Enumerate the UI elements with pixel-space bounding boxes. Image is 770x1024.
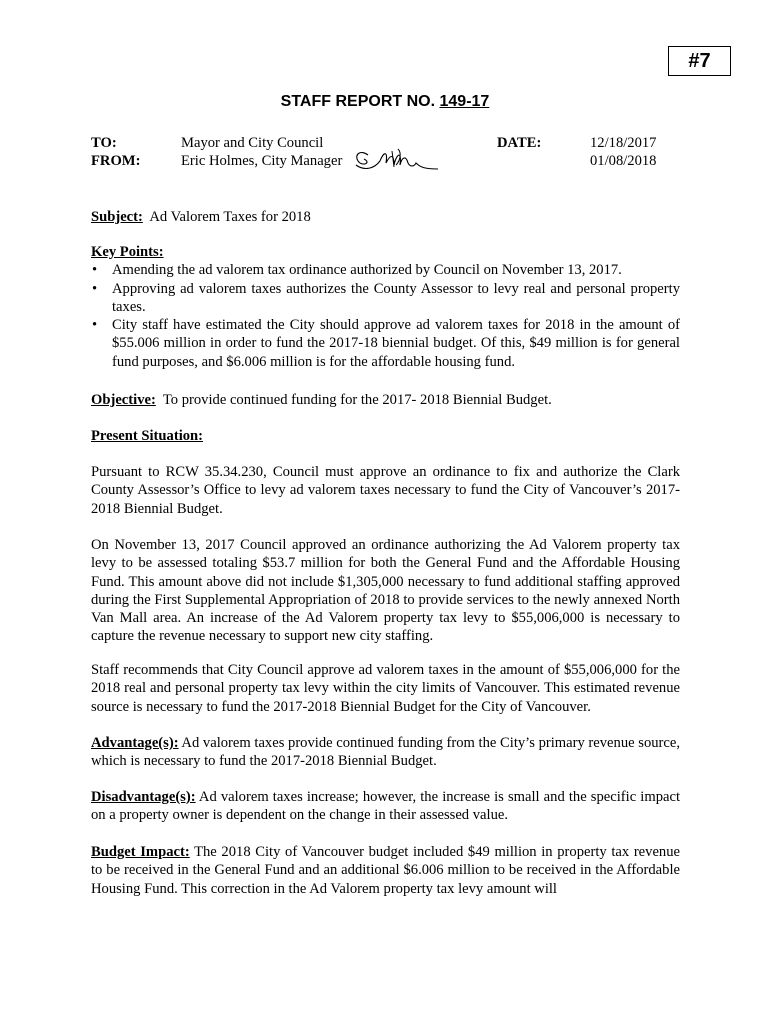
disadvantages-section [91,788,680,825]
key-points-section [91,243,680,371]
report-title-prefix: STAFF REPORT NO. [280,93,436,110]
present-situation-paragraph [91,661,680,716]
budget-impact-section [91,843,680,898]
present-situation-heading-block [91,427,680,445]
report-title [0,93,770,111]
paragraph-text: Staff recommends that City Council approve ad valorem taxes in the amount of $55,006,000 for the 2018 real and personal property tax levy within the city limits of Vancouver. This estimated revenue source is necessary to fund the 2017-2018 Biennial Budget for the City of Vancouver. [91,662,680,715]
date-value-1: 12/18/2017 [590,135,657,151]
objective-label: Objective: [91,392,156,408]
from-label: FROM: [91,153,141,169]
present-situation-paragraph [91,536,680,646]
advantages-section [91,734,680,771]
paragraph-text: On November 13, 2017 Council approved an ordinance authorizing the Ad Valorem property tax levy to be assessed totaling $53.7 million for both the General Fund and the Affordable Housing Fund. This amount above did not include $1,305,000 necessary to fund additional staffing approved during the First Supplemental Appropriation of 2018 to provide services to the newly annexed North Van Mall area. An increase of the Ad Valorem property tax levy to $55,006,000 is necessary to capture the revenue necessary to support new city staffing. [91,537,680,645]
subject-line [91,208,680,226]
item-number-box: #7 [668,46,731,76]
key-points-list [91,261,680,371]
key-points-label: Key Points: [91,244,164,260]
from-value: Eric Holmes, City Manager [181,153,343,169]
date-label: DATE: [497,135,542,151]
objective-text: To provide continued funding for the 2017- 2018 Biennial Budget. [162,392,552,408]
present-situation-label: Present Situation: [91,428,204,444]
subject-label: Subject: [91,209,143,225]
to-value: Mayor and City Council [181,135,324,151]
signature-image [350,141,445,177]
advantages-label: Advantage(s): [91,735,179,751]
paragraph-text: Pursuant to RCW 35.34.230, Council must approve an ordinance to fix and authorize the Clark County Assessor’s Office to levy ad valorem taxes necessary to fund the City of Vancouver’s 2017-2018 Biennial Budget. [91,464,680,517]
present-situation-paragraph [91,463,680,518]
budget-impact-label: Budget Impact: [91,844,190,860]
date-value-2: 01/08/2018 [590,153,657,169]
key-point-item: • City staff have estimated the City should approve ad valorem taxes for 2018 in the amount of $55.006 million in order to fund the 2017-18 biennial budget. Of this, $49 million is for general fund purposes, and $6.006 million is for the affordable housing fund. [91,316,680,371]
disadvantages-text: Ad valorem taxes increase; however, the increase is small and the specific impact on a property owner is dependent on the change in their assessed value. [91,789,680,824]
disadvantages-label: Disadvantage(s): [91,789,196,805]
report-number: 149-17 [439,93,490,110]
subject-text: Ad Valorem Taxes for 2018 [149,209,311,225]
key-point-item: • Approving ad valorem taxes authorizes the County Assessor to levy real and personal property taxes. [91,280,680,317]
to-label: TO: [91,135,117,151]
advantages-text: Ad valorem taxes provide continued funding from the City’s primary revenue source, which is necessary to fund the 2017-2018 Biennial Budget. [91,735,681,770]
budget-impact-text: The 2018 City of Vancouver budget included $49 million in property tax revenue to be received in the General Fund and an additional $6.006 million to be received in the Affordable Housing Fund. This correction in the Ad Valorem property tax levy amount will [91,844,680,897]
key-point-item: • Amending the ad valorem tax ordinance authorized by Council on November 13, 2017. [91,261,680,279]
objective-section [91,391,680,409]
